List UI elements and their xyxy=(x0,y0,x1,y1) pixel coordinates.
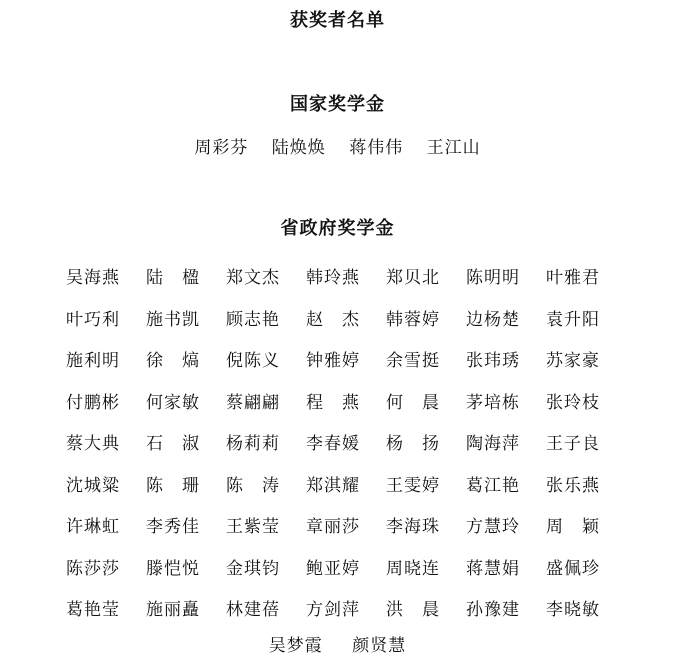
provincial-name: 杨莉莉 xyxy=(226,434,280,455)
provincial-name: 韩玲燕 xyxy=(306,268,360,289)
provincial-name: 盛佩珍 xyxy=(546,558,600,579)
provincial-name: 蒋慧娟 xyxy=(466,558,520,579)
provincial-name: 付鹏彬 xyxy=(66,392,120,413)
provincial-name: 沈城粱 xyxy=(66,475,120,496)
provincial-name: 施利明 xyxy=(66,351,120,372)
provincial-name: 李秀佳 xyxy=(146,517,200,538)
provincial-name: 王雯婷 xyxy=(386,475,440,496)
provincial-name: 李海珠 xyxy=(386,517,440,538)
provincial-name: 石 淑 xyxy=(146,434,200,455)
provincial-name: 孙豫建 xyxy=(466,600,520,621)
provincial-name: 郑贝北 xyxy=(386,268,440,289)
provincial-name: 苏家豪 xyxy=(546,351,600,372)
provincial-name: 许琳虹 xyxy=(66,517,120,538)
provincial-name: 蔡大典 xyxy=(66,434,120,455)
provincial-name: 边杨楚 xyxy=(466,309,520,330)
provincial-name: 施书凯 xyxy=(146,309,200,330)
national-name: 周彩芬 xyxy=(194,138,249,158)
provincial-name: 滕恺悦 xyxy=(146,558,200,579)
name-row xyxy=(66,587,626,629)
provincial-name: 赵 杰 xyxy=(306,309,360,330)
provincial-name: 何 晨 xyxy=(386,392,440,413)
national-scholarship-heading: 国家奖学金 xyxy=(290,94,385,115)
provincial-scholarship-heading: 省政府奖学金 xyxy=(280,218,395,239)
provincial-name: 章丽莎 xyxy=(306,517,360,538)
national-name: 蒋伟伟 xyxy=(349,138,404,158)
provincial-name: 杨 扬 xyxy=(386,434,440,455)
provincial-name: 蔡翩翩 xyxy=(226,392,280,413)
provincial-name: 陶海萍 xyxy=(466,434,520,455)
provincial-name: 王紫莹 xyxy=(226,517,280,538)
national-name: 陆焕焕 xyxy=(271,138,326,158)
provincial-name: 鲍亚婷 xyxy=(306,558,360,579)
provincial-name: 陈莎莎 xyxy=(66,558,120,579)
national-scholarship-names xyxy=(0,133,675,158)
name-row xyxy=(66,338,626,380)
provincial-name: 吴海燕 xyxy=(66,268,120,289)
provincial-name: 何家敏 xyxy=(146,392,200,413)
name-row xyxy=(66,297,626,339)
provincial-name: 颜贤慧 xyxy=(352,636,407,656)
provincial-name: 叶巧利 xyxy=(66,309,120,330)
name-row xyxy=(66,255,626,297)
name-row xyxy=(66,504,626,546)
provincial-name: 洪 晨 xyxy=(386,600,440,621)
provincial-scholarship-grid xyxy=(66,255,626,629)
provincial-name: 王子良 xyxy=(546,434,600,455)
provincial-name: 郑淇耀 xyxy=(306,475,360,496)
provincial-name: 林建蓓 xyxy=(226,600,280,621)
provincial-name: 葛江艳 xyxy=(466,475,520,496)
provincial-name: 陈明明 xyxy=(466,268,520,289)
provincial-name: 袁升阳 xyxy=(546,309,600,330)
provincial-scholarship-last-row xyxy=(0,631,675,656)
provincial-name: 茅培栋 xyxy=(466,392,520,413)
provincial-name: 钟雅婷 xyxy=(306,351,360,372)
provincial-name: 周晓连 xyxy=(386,558,440,579)
provincial-name: 郑文杰 xyxy=(226,268,280,289)
name-row xyxy=(66,463,626,505)
provincial-name: 李春媛 xyxy=(306,434,360,455)
provincial-name: 陈 涛 xyxy=(226,475,280,496)
name-row xyxy=(66,546,626,588)
provincial-name: 周 颖 xyxy=(546,517,600,538)
document-title: 获奖者名单 xyxy=(290,10,385,31)
provincial-name: 韩蓉婷 xyxy=(386,309,440,330)
provincial-name: 张乐燕 xyxy=(546,475,600,496)
name-row xyxy=(66,380,626,422)
provincial-name: 葛艳莹 xyxy=(66,600,120,621)
provincial-name: 余雪挺 xyxy=(386,351,440,372)
provincial-name: 程 燕 xyxy=(306,392,360,413)
provincial-name: 李晓敏 xyxy=(546,600,600,621)
provincial-name: 金琪钧 xyxy=(226,558,280,579)
provincial-name: 倪陈义 xyxy=(226,351,280,372)
provincial-name: 张玲枝 xyxy=(546,392,600,413)
provincial-name: 吴梦霞 xyxy=(268,636,323,656)
provincial-name: 张玮琇 xyxy=(466,351,520,372)
provincial-name: 方剑萍 xyxy=(306,600,360,621)
provincial-name: 方慧玲 xyxy=(466,517,520,538)
provincial-name: 陈 珊 xyxy=(146,475,200,496)
provincial-name: 顾志艳 xyxy=(226,309,280,330)
provincial-name: 施丽矗 xyxy=(146,600,200,621)
name-row xyxy=(66,421,626,463)
provincial-name: 陆 楹 xyxy=(146,268,200,289)
national-name: 王江山 xyxy=(426,138,481,158)
provincial-name: 叶雅君 xyxy=(546,268,600,289)
provincial-name: 徐 熇 xyxy=(146,351,200,372)
